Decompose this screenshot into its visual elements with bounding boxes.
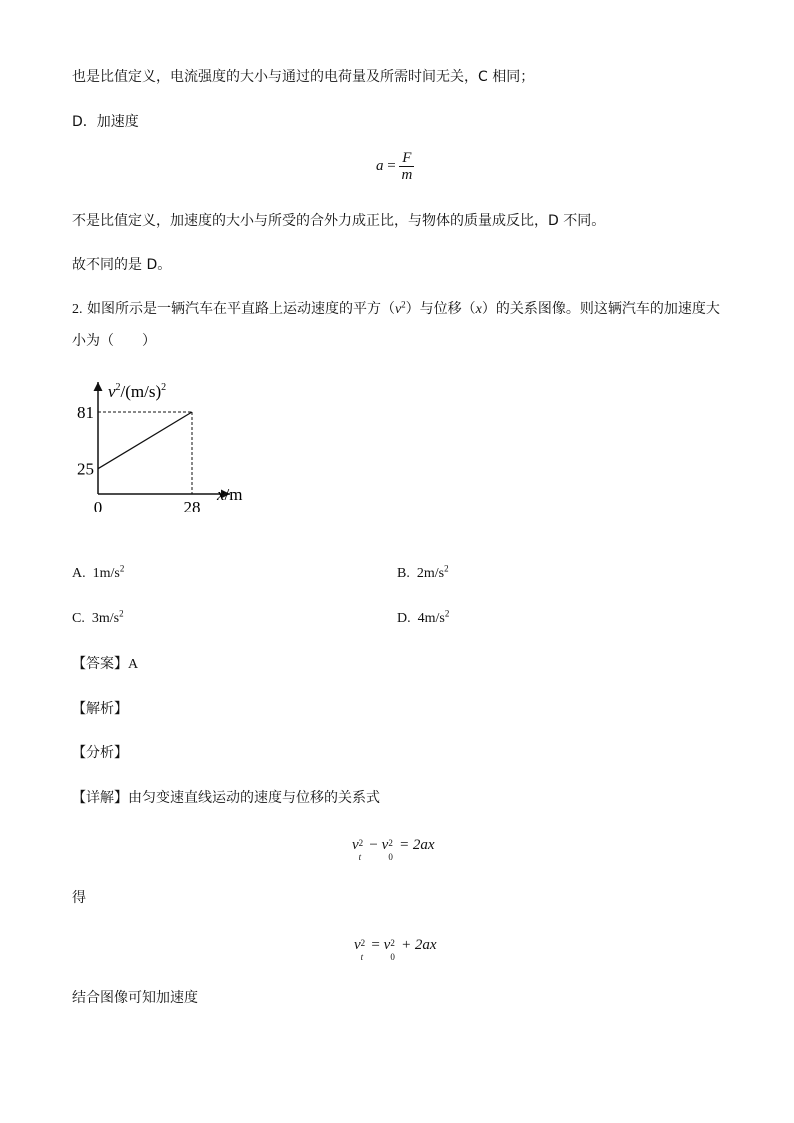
paragraph-line: 也是比值定义，电流强度的大小与通过的电荷量及所需时间无关，C 相同； bbox=[72, 69, 535, 85]
option-value: 4m/s bbox=[417, 611, 445, 626]
question-text bbox=[72, 300, 720, 319]
eq-operator: = bbox=[371, 937, 380, 953]
y-axis-label: $v^2/(m/s)^2$ bbox=[108, 382, 167, 401]
detail-text: 由匀变速直线运动的速度与位移的关系式 bbox=[128, 790, 380, 806]
x-axis-label: x/m bbox=[217, 485, 243, 504]
question-text-part: 如图所示是一辆汽车在平直路上运动速度的平方（ bbox=[86, 301, 395, 317]
option-b[interactable] bbox=[397, 563, 449, 582]
formula-denominator: m bbox=[401, 167, 413, 183]
question-number: 2. bbox=[72, 302, 83, 317]
answer-tag: 【答案】 bbox=[72, 656, 128, 672]
option-superscript: 2 bbox=[119, 563, 125, 574]
x-tick-label: 28 bbox=[183, 498, 201, 512]
option-superscript: 2 bbox=[444, 608, 450, 619]
formula-fraction bbox=[399, 150, 414, 183]
answer-line bbox=[72, 655, 138, 674]
option-d[interactable] bbox=[397, 608, 450, 627]
analysis-tag: 【解析】 bbox=[72, 701, 128, 717]
question-text-line2: 小为（ ） bbox=[72, 333, 156, 349]
option-letter: A. bbox=[72, 566, 86, 581]
question-text-part: ）的关系图像。则这辆汽车的加速度大 bbox=[481, 301, 720, 317]
question-text-part: ）与位移（ bbox=[405, 301, 476, 317]
data-series-line bbox=[98, 412, 192, 469]
v2-x-chart bbox=[60, 372, 260, 512]
eq-rhs: + 2ax bbox=[401, 937, 437, 953]
option-letter: D. bbox=[397, 611, 411, 626]
eq-rhs: = 2ax bbox=[399, 837, 435, 853]
y-tick-label: 25 bbox=[77, 459, 94, 479]
v-symbol: v bbox=[394, 302, 402, 317]
eq-var: v bbox=[352, 837, 359, 853]
detail-line bbox=[72, 789, 380, 807]
eq-var: v bbox=[383, 937, 391, 953]
option-a[interactable] bbox=[72, 563, 125, 582]
conclusion-line: 结合图像可知加速度 bbox=[72, 990, 198, 1006]
option-value: 3m/s bbox=[91, 611, 120, 626]
option-letter: C. bbox=[72, 611, 85, 626]
option-superscript: 2 bbox=[119, 608, 124, 619]
answer-value: A bbox=[128, 657, 139, 672]
formula-lhs: a bbox=[376, 157, 384, 174]
x-tick-label: 0 bbox=[93, 498, 103, 512]
paragraph-line: 故不同的是 D。 bbox=[72, 257, 172, 273]
x-symbol: x bbox=[475, 302, 482, 317]
fenxi-tag: 【分析】 bbox=[72, 745, 128, 761]
option-c[interactable] bbox=[72, 608, 124, 627]
equation-2: v 2 t = v 2 0 + 2ax bbox=[354, 937, 437, 962]
paragraph-line: 不是比值定义，加速度的大小与所受的合外力成正比，与物体的质量成反比，D 不同。 bbox=[72, 213, 606, 229]
formula-numerator: F bbox=[402, 150, 412, 166]
option-value: 2m/s bbox=[416, 566, 445, 581]
option-d-heading: D．加速度 bbox=[72, 114, 139, 130]
option-letter: B. bbox=[397, 566, 410, 581]
equation-1: v 2 t − v 2 0 = 2ax bbox=[352, 837, 435, 862]
formula-acceleration bbox=[376, 150, 414, 183]
de-line: 得 bbox=[72, 890, 86, 906]
eq-var: v bbox=[354, 937, 361, 953]
option-value: 1m/s bbox=[92, 566, 120, 581]
eq-operator: − bbox=[369, 837, 378, 853]
y-tick-label: 81 bbox=[77, 403, 94, 422]
option-superscript: 2 bbox=[444, 563, 449, 574]
square-superscript: 2 bbox=[401, 299, 406, 310]
detail-tag: 【详解】 bbox=[72, 790, 128, 806]
formula-equals: = bbox=[387, 157, 396, 174]
eq-var: v bbox=[381, 837, 389, 853]
